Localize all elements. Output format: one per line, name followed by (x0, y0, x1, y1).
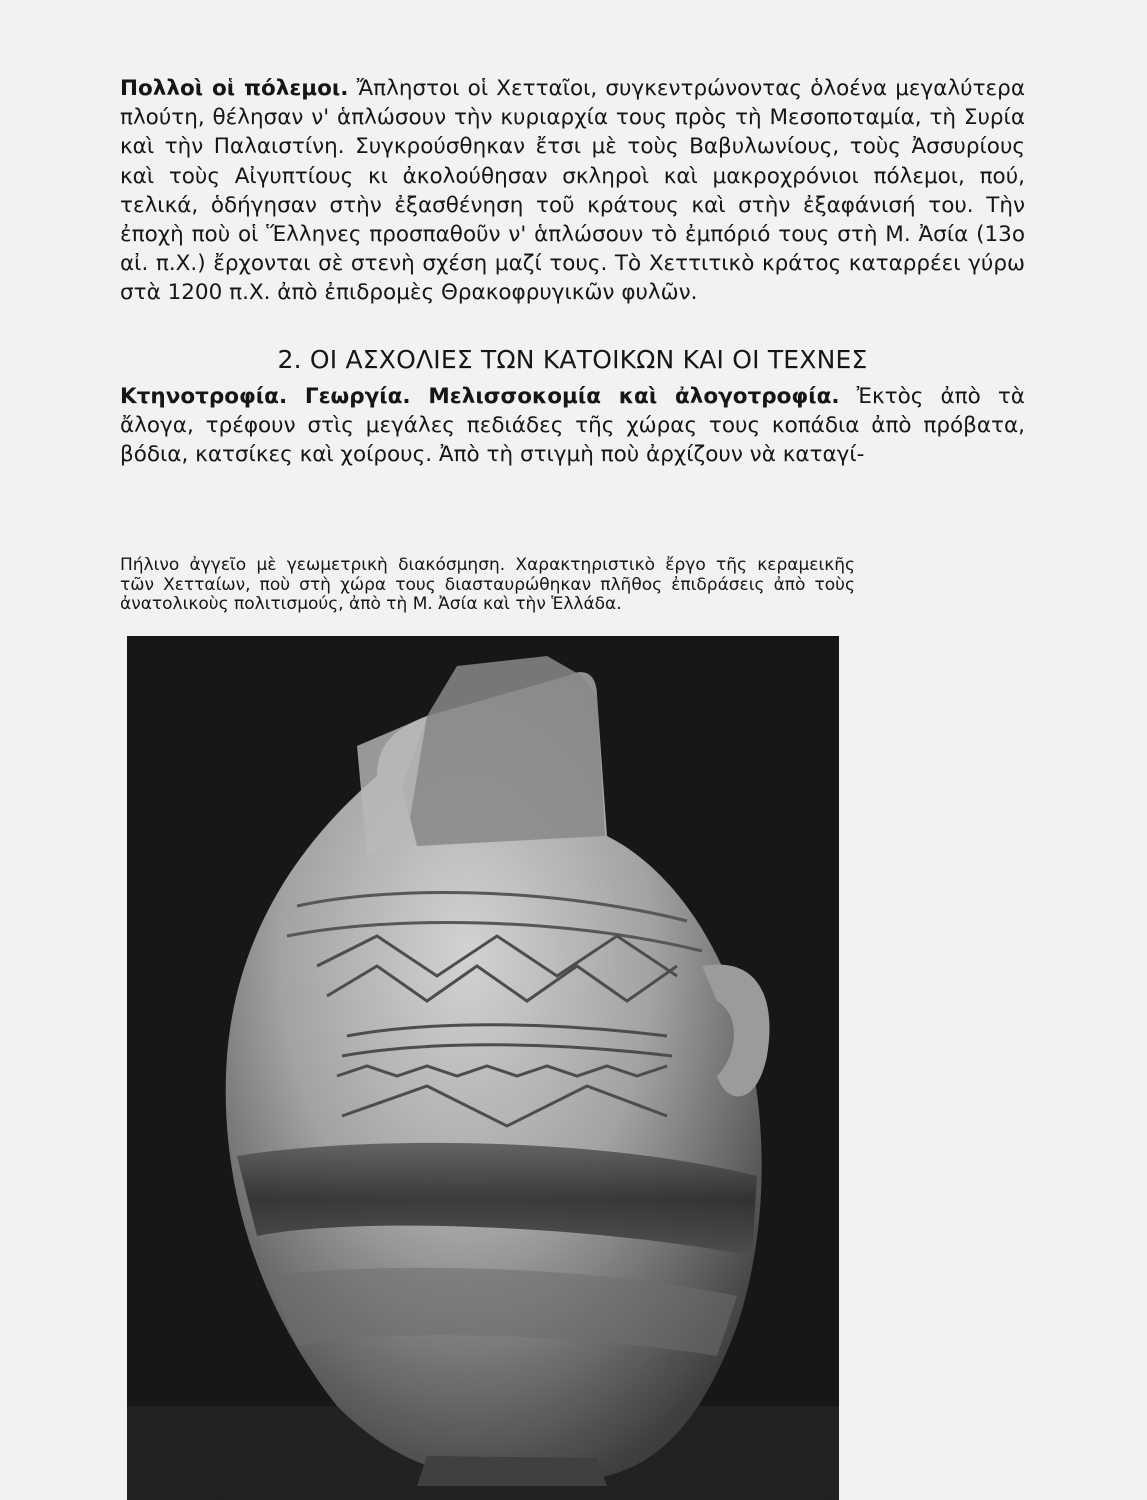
paragraph-wars-body: Ἄπληστοι οἱ Χετταῖοι, συγκεντρώνοντας ὁλοένα μεγαλύτερα πλούτη, θέλησαν ν' ἁπλώσουν τὴν κυριαρχία τους πρὸς τὴ Μεσοποταμία, τὴ Συρία καὶ τὴν Παλαιστίνη. Συγκρούσθηκαν ἔτσι μὲ τοὺς Βαβυλωνίους, τοὺς Ἀσσυρίους καὶ τοὺς Αἰγυπτίους κι ἀκολούθησαν σκληροὶ καὶ μακροχρόνιοι πόλεμοι, πού, τελικά, ὁδήγησαν στὴν ἐξασθένηση τοῦ κράτους καὶ στὴν ἐξαφάνισή του. Τὴν ἐποχὴ ποὺ οἱ Ἕλληνες προσπαθοῦν ν' ἁπλώσουν τὸ ἐμπόριό τους στὴ Μ. Ἀσία (13ο αἰ. π.Χ.) ἔρχονται σὲ στενὴ σχέση μαζί τους. Τὸ Χεττιτικὸ κράτος καταρρέει γύρω στὰ 1200 π.Χ. ἀπὸ ἐπιδρομὲς Θρακοφρυγικῶν φυλῶν. (120, 76, 1025, 306)
paragraph-wars-heading: Πολλοὶ οἱ πόλεμοι. (120, 76, 349, 101)
paragraph-herding-heading: Κτηνοτροφία. Γεωργία. Μελισσοκομία καὶ ἀλογοτροφία. (120, 384, 840, 409)
paragraph-herding-body: Ἐκτὸς ἀπὸ τὰ ἄλογα, τρέφουν στὶς μεγάλες πεδιάδες τῆς χώρας τους κοπάδια ἀπὸ πρόβατα, βόδια, κατσίκες καὶ χοίρους. Ἀπὸ τὴ στιγμὴ ποὺ ἀρχίζουν νὰ καταγί- (120, 384, 1025, 468)
paragraph-wars (120, 74, 1025, 308)
figure-caption: Πήλινο ἀγγεῖο μὲ γεωμετρικὴ διακόσμηση. Χαρακτηριστικὸ ἔργο τῆς κεραμεικῆς τῶν Χετταίων, ποὺ στὴ χώρα τους διασταυρώθηκαν πλῆθος ἐπιδράσεις ἀπὸ τοὺς ἀνατολικοὺς πολιτισμούς, ἀπὸ τὴ Μ. Ἀσία καὶ τὴν Ἑλλάδα. (120, 555, 855, 614)
paragraph-herding (120, 382, 1025, 470)
chapter-heading: 2. ΟΙ ΑΣΧΟΛΙΕΣ ΤΩΝ ΚΑΤΟΙΚΩΝ ΚΑΙ ΟΙ ΤΕΧΝΕΣ (277, 345, 868, 374)
vessel-photo (127, 636, 839, 1500)
